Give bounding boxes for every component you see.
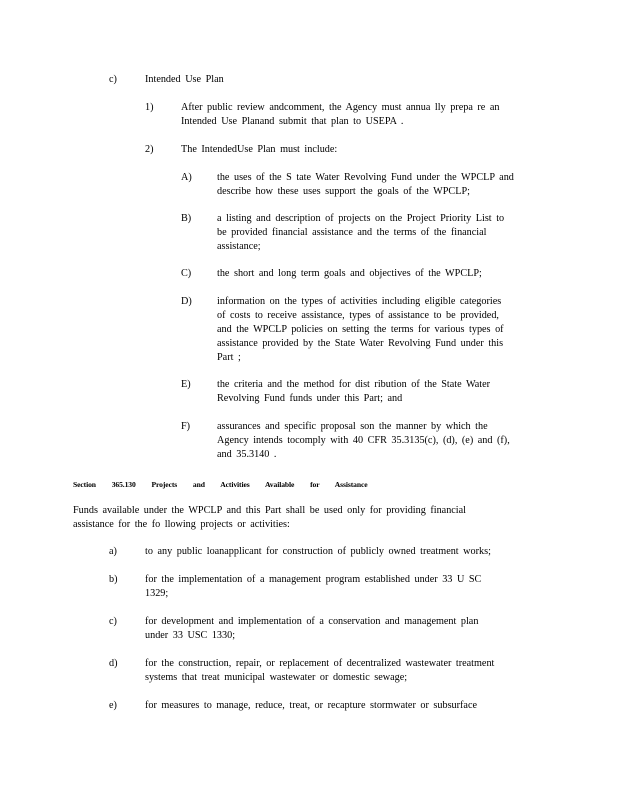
subitem-line: of costs to receive assistance, types of assistance to be provided,: [217, 310, 499, 321]
section-intro: [73, 504, 466, 532]
intro-line: assistance for the fo llowing projects or activities:: [73, 519, 290, 530]
list-line: 1329;: [145, 588, 169, 599]
item-1-label: 1): [145, 102, 154, 113]
subitem-line: the criteria and the method for dist ribution of the State Water: [217, 379, 491, 390]
subitem-line: describe how these uses support the goals of the WPCLP;: [217, 186, 470, 197]
list-line: for the implementation of a management program established under 33 U SC: [145, 574, 482, 585]
subitem-B-label: B): [181, 213, 192, 224]
list-item-c-text: [145, 615, 478, 643]
subitem-line: Revolving Fund funds under this Part; and: [217, 393, 403, 404]
subitem-C-text: the short and long term goals and objectives of the WPCLP;: [217, 268, 482, 279]
section-heading: Section 365.130 Projects and Activities Available for Assistance: [73, 480, 368, 489]
list-line: for the construction, repair, or replacement of decentralized wastewater treatment: [145, 658, 495, 669]
subitem-line: and 35.3140 .: [217, 449, 277, 460]
item-2-label: 2): [145, 144, 154, 155]
list-item-c-label: c): [109, 616, 117, 627]
intro-line: Funds available under the WPCLP and this Part shall be used only for providing financial: [73, 505, 466, 516]
part-c-title: Intended Use Plan: [145, 74, 224, 85]
subitem-D-label: D): [181, 296, 192, 307]
list-item-b-text: [145, 573, 481, 601]
subitem-line: information on the types of activities including eligible categories: [217, 296, 502, 307]
list-item-b-label: b): [109, 574, 118, 585]
subitem-F-label: F): [181, 421, 191, 432]
list-item-e-label: e): [109, 700, 117, 711]
subitem-A-label: A): [181, 172, 192, 183]
subitem-line: be provided financial assistance and the terms of the financial: [217, 227, 487, 238]
list-line: systems that treat municipal wastewater or domestic sewage;: [145, 672, 408, 683]
subitem-E-text: [217, 378, 490, 406]
subitem-line: the uses of the S tate Water Revolving Fund under the WPCLP and: [217, 172, 514, 183]
item-1-line: After public review andcomment, the Agency must annua lly prepa re an: [181, 102, 500, 113]
subitem-line: assistance;: [217, 241, 261, 252]
item-2-text: The IntendedUse Plan must include:: [181, 144, 338, 155]
subitem-A-text: [217, 171, 514, 199]
list-item-e-text: for measures to manage, reduce, treat, or recapture stormwater or subsurface: [145, 700, 477, 711]
subitem-D-text: [217, 295, 504, 365]
subitem-line: Part ;: [217, 352, 241, 363]
subitem-B-text: [217, 212, 504, 254]
list-item-a-text: to any public loanapplicant for construction of publicly owned treatment works;: [145, 546, 491, 557]
item-1-line: Intended Use Planand submit that plan to USEPA .: [181, 116, 404, 127]
list-line: for development and implementation of a conservation and management plan: [145, 616, 479, 627]
list-item-d-label: d): [109, 658, 118, 669]
item-1-text: [181, 101, 499, 129]
part-c-label: c): [109, 74, 117, 85]
subitem-F-text: [217, 420, 510, 462]
list-line: under 33 USC 1330;: [145, 630, 236, 641]
subitem-C-label: C): [181, 268, 192, 279]
subitem-line: a listing and description of projects on the Project Priority List to: [217, 213, 505, 224]
subitem-line: assurances and specific proposal son the manner by which the: [217, 421, 488, 432]
subitem-line: Agency intends tocomply with 40 CFR 35.3135(c), (d), (e) and (f),: [217, 435, 510, 446]
list-item-a-label: a): [109, 546, 117, 557]
subitem-line: assistance provided by the State Water Revolving Fund under this: [217, 338, 504, 349]
subitem-line: and the WPCLP policies on setting the terms for various types of: [217, 324, 504, 335]
subitem-E-label: E): [181, 379, 191, 390]
list-item-d-text: [145, 657, 494, 685]
